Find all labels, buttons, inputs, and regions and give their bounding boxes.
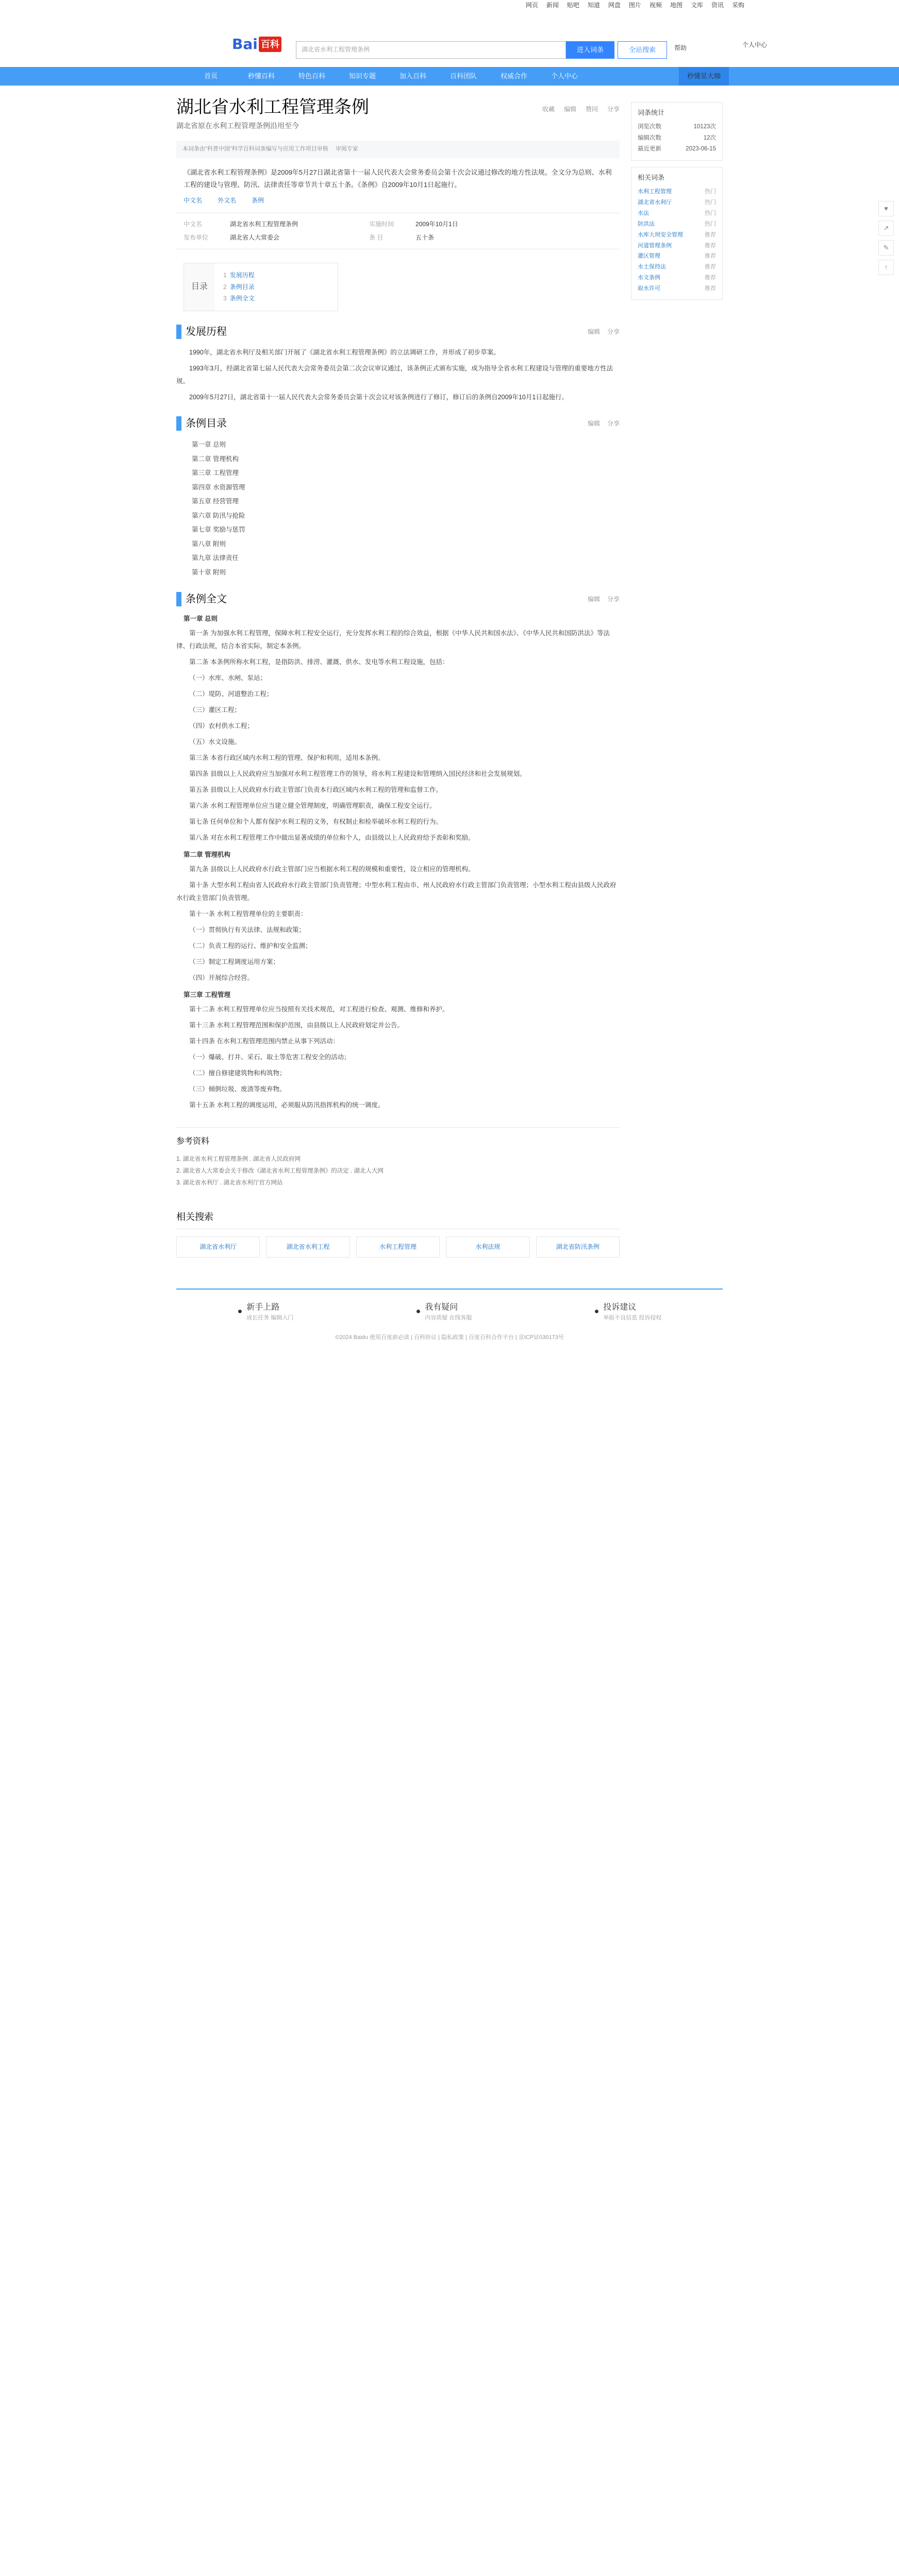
nav-item[interactable]: 权威合作	[500, 72, 527, 80]
top-link[interactable]: 贴吧	[567, 2, 579, 9]
article-paragraph: 第十三条 水利工程管理范围和保护范围，由县级以上人民政府划定并公告。	[189, 1022, 404, 1029]
side-list-item[interactable]	[638, 262, 716, 273]
page-subtitle: 湖北省原在水利工程管理条例沿用至今	[176, 121, 299, 130]
side-list-item[interactable]	[638, 241, 716, 251]
section-title: 条例全文	[186, 594, 227, 605]
side-item-tag: 推荐	[705, 231, 716, 238]
reference-item[interactable]: 2. 湖北省人大常委会关于修改《湖北省水利工程管理条例》的决定 . 湖北人大网	[176, 1167, 384, 1174]
info-key: 发布单位	[184, 233, 209, 241]
related-title: 相关搜索	[176, 1210, 620, 1229]
side-item-tag: 热门	[705, 199, 716, 206]
side-item-tag: 推荐	[705, 253, 716, 260]
chapter-item: 第六章 防汛与抢险	[192, 512, 245, 519]
share-button[interactable]: 分享	[607, 106, 620, 113]
chapter-item: 第七章 奖励与惩罚	[192, 526, 245, 534]
article-paragraph: 第一条 为加强水利工程管理，保障水利工程安全运行，充分发挥水利工程的综合效益，根据《中华人民共和国水法》、《中华人民共和国防洪法》等法律、行政法规，结合本省实际，制定本条例。	[176, 630, 610, 650]
chapter-item: 第四章 水资源管理	[192, 483, 245, 491]
top-link[interactable]: 新闻	[546, 2, 559, 9]
footer-col-feedback[interactable]	[594, 1301, 662, 1323]
side-item-text: 水利工程管理	[638, 189, 672, 195]
article-paragraph: 第十五条 水利工程的调度运用，必须服从防汛指挥机构的统一调度。	[189, 1101, 385, 1109]
top-link[interactable]: 图片	[628, 2, 641, 9]
floating-toolbar	[878, 201, 894, 275]
section-share-button[interactable]: 分享	[607, 419, 620, 427]
section-title: 条例目录	[186, 418, 227, 430]
chapter-title: 第一章 总则	[184, 615, 218, 623]
side-item-tag: 推荐	[705, 242, 716, 249]
top-link[interactable]: 知道	[587, 2, 600, 9]
side-item-tag: 热门	[705, 210, 716, 216]
nav-item[interactable]: 个人中心	[551, 72, 578, 80]
side-item-text: 湖北省水利厅	[638, 199, 672, 206]
footer-title: 投诉建议	[603, 1302, 637, 1312]
chapter-list	[176, 438, 620, 580]
chapter-item: 第二章 管理机构	[192, 455, 239, 463]
catalog-num: 2	[223, 283, 227, 291]
main-content	[176, 97, 620, 1258]
related-entries-card	[631, 167, 723, 300]
info-key: 实施时间	[369, 221, 394, 228]
copyright: ©2024 Baidu 使用百度前必读 | 百科协议 | 隐私政策 | 百度百科合作平台 | 京ICP证030173号	[335, 1334, 564, 1341]
footer-sub: 举报不良信息 投诉侵权	[603, 1315, 662, 1321]
footer-sub: 内容质疑 在线客服	[425, 1315, 472, 1321]
footer-title: 我有疑问	[425, 1302, 458, 1312]
related-entries-title: 相关词条	[638, 174, 665, 182]
side-item-text: 取水许可	[638, 285, 660, 292]
nav-item[interactable]: 百科团队	[450, 72, 477, 80]
search-input[interactable]: 湖北省水利工程管理条例	[296, 41, 566, 59]
section-share-button[interactable]: 分享	[607, 328, 620, 335]
catalog-num: 3	[223, 295, 227, 302]
site-search-button[interactable]: 全站搜索	[618, 41, 667, 59]
chapter-item: 第一章 总则	[192, 441, 226, 449]
side-item-tag: 热门	[705, 189, 716, 195]
lemma-summary: 《湖北省水利工程管理条例》是2009年5月27日湖北省第十一届人民代表大会常务委员会第十次会议通过修改的地方性法规。全文分为总则、水利工程的建设与管理、防汛、法律责任等章节共十章五十条。《条例》自2009年10月1日起施行。	[184, 168, 612, 189]
references	[176, 1127, 620, 1189]
side-list-item[interactable]	[638, 219, 716, 230]
stat-key: 浏览次数	[638, 123, 661, 130]
article-paragraph: 第十一条 水利工程管理单位的主要职责：	[189, 910, 307, 918]
chapter-item: 第八章 附则	[192, 540, 226, 548]
section-heading-fulltext	[176, 592, 620, 606]
article-paragraph: （一）贯彻执行有关法律、法规和政策；	[189, 926, 306, 934]
section-edit-button[interactable]: 编辑	[587, 595, 600, 603]
side-item-text: 水土保持法	[638, 264, 666, 270]
side-list-item[interactable]	[638, 197, 716, 208]
side-list-item[interactable]	[638, 187, 716, 197]
stat-value: 2023-06-15	[686, 146, 716, 152]
top-link[interactable]: 地图	[670, 2, 682, 9]
article-paragraph: 第四条 县级以上人民政府应当加强对水利工程管理工作的领导，将水利工程建设和管理纳入国民经济和社会发展规划。	[189, 770, 526, 778]
nav-mask-link[interactable]: 秒懂星大咖	[679, 67, 729, 86]
reference-item[interactable]: 1. 湖北省水利工程管理条例 . 湖北省人民政府网	[176, 1156, 301, 1162]
reference-item[interactable]: 3. 湖北省水利厅 . 湖北省水利厅官方网站	[176, 1179, 283, 1186]
footer-icon: ●	[594, 1307, 600, 1316]
info-key: 中文名	[184, 221, 203, 228]
related-item[interactable]: 湖北省防汛条例	[536, 1236, 620, 1258]
catalog-label: 目录	[184, 263, 215, 311]
stats-card	[631, 102, 723, 161]
top-icon[interactable]: ↑	[878, 260, 894, 275]
side-list-item[interactable]	[638, 208, 716, 219]
article-paragraph: （四）开展综合经营。	[189, 974, 254, 982]
catalog-num: 1	[223, 271, 227, 279]
sidebar	[631, 97, 723, 1258]
section-heading-chapters	[176, 416, 620, 431]
history-paragraph: 1990年，湖北省水利厅及相关部门开展了《湖北省水利工程管理条例》的立法调研工作，并形成了初步草案。	[189, 349, 500, 357]
footer-title: 新手上路	[246, 1302, 280, 1312]
history-paragraph: 1993年3月，经湖北省第七届人民代表大会常务委员会第二次会议审议通过，该条例正式颁布实施，成为指导全省水利工程建设与管理的重要地方性法规。	[176, 365, 613, 385]
catalog-text: 条例目录	[229, 283, 255, 291]
side-item-text: 水法	[638, 210, 649, 216]
side-list-item[interactable]	[638, 273, 716, 283]
related-item[interactable]: 湖北省水利工程	[266, 1236, 349, 1258]
info-value: 湖北省人大常委会	[230, 233, 280, 241]
chapter-item: 第九章 法律责任	[192, 554, 239, 562]
side-item-tag: 推荐	[705, 285, 716, 292]
comment-icon[interactable]: ✎	[878, 240, 894, 256]
chapter-item: 第三章 工程管理	[192, 469, 239, 477]
audit-text: 本词条由"科普中国"科学百科词条编写与应用工作项目审核	[182, 146, 328, 152]
chapter-title: 第二章 管理机构	[184, 851, 230, 859]
catalog-item[interactable]	[223, 269, 255, 281]
stats-title: 词条统计	[638, 109, 665, 116]
like-icon[interactable]: ♥	[878, 201, 894, 216]
catalog	[184, 263, 338, 311]
section-heading-history	[176, 325, 620, 339]
side-item-text: 防洪法	[638, 221, 655, 227]
related-item[interactable]: 水利法规	[446, 1236, 529, 1258]
history-paragraph: 2009年5月27日，湖北省第十一届人民代表大会常务委员会第十次会议对该条例进行了修订，修订后的条例自2009年10月1日起施行。	[189, 394, 568, 401]
basic-info	[176, 213, 620, 249]
side-list-item[interactable]	[638, 230, 716, 241]
favorite-button[interactable]: 收藏	[542, 106, 555, 113]
top-link[interactable]: 采购	[731, 2, 744, 9]
related-item[interactable]: 湖北省水利厅	[176, 1236, 260, 1258]
top-link[interactable]: 视频	[649, 2, 662, 9]
info-value: 五十条	[415, 233, 435, 241]
chapter-item: 第五章 经营管理	[192, 498, 239, 505]
side-item-text: 水库大坝安全管理	[638, 231, 683, 238]
nav-item[interactable]: 特色百科	[298, 72, 325, 80]
stat-value: 12次	[703, 134, 716, 141]
stat-key: 最近更新	[638, 146, 661, 152]
section-title: 发展历程	[186, 326, 227, 338]
side-list-item[interactable]	[638, 283, 716, 294]
article-paragraph: （三）制定工程调度运用方案；	[189, 958, 280, 966]
article-paragraph: 第五条 县级以上人民政府水行政主管部门负责本行政区域内水利工程的管理和监督工作。	[189, 786, 442, 794]
catalog-text: 发展历程	[229, 271, 255, 279]
footer-col-question[interactable]	[416, 1301, 472, 1323]
logo-bai: Bai	[232, 35, 258, 53]
article-paragraph: 第三条 本省行政区域内水利工程的管理、保护和利用，适用本条例。	[189, 754, 385, 762]
nav-item[interactable]: 知识专题	[348, 72, 376, 80]
article-paragraph: （三）灌区工程；	[189, 706, 241, 714]
nav-item[interactable]: 加入百科	[399, 72, 426, 80]
side-item-tag: 热门	[705, 221, 716, 227]
summary-actions	[176, 196, 620, 213]
article-paragraph: 第十二条 水利工程管理单位应当按照有关技术规范，对工程进行检查、观测、维修和养护。	[189, 1006, 449, 1013]
side-item-text: 水文条例	[638, 275, 660, 281]
enter-entry-button[interactable]: 进入词条	[566, 41, 614, 59]
article-paragraph: 第八条 对在水利工程管理工作中做出显著成绩的单位和个人，由县级以上人民政府给予表彰和奖励。	[189, 834, 475, 842]
info-value: 2009年10月1日	[415, 221, 458, 228]
top-link[interactable]: 资讯	[711, 2, 724, 9]
article-paragraph: （二）负责工程的运行、维护和安全监测；	[189, 942, 312, 950]
catalog-item[interactable]	[223, 281, 255, 293]
side-item-text: 河道管理条例	[638, 242, 672, 249]
stat-value: 10123次	[693, 123, 716, 130]
article-paragraph: 第十四条 在水利工程管理范围内禁止从事下列活动：	[189, 1038, 339, 1045]
top-link[interactable]: 文库	[690, 2, 703, 9]
article-paragraph: （四）农村供水工程；	[189, 722, 254, 730]
nav-item[interactable]: 秒懂百科	[247, 72, 275, 80]
footer-sub: 成长任务 编辑入门	[246, 1315, 294, 1321]
references-title: 参考资料	[176, 1137, 210, 1146]
side-list-item[interactable]	[638, 251, 716, 262]
section-share-button[interactable]: 分享	[607, 595, 620, 603]
footer-icon: ●	[237, 1307, 243, 1316]
info-value: 湖北省水利工程管理条例	[230, 221, 298, 228]
article-paragraph: 第七条 任何单位和个人都有保护水利工程的义务，有权制止和检举破坏水利工程的行为。	[189, 818, 442, 826]
section-edit-button[interactable]: 编辑	[587, 328, 600, 335]
article-paragraph: （一）水库、水闸、泵站；	[189, 674, 267, 682]
footer-icon: ●	[415, 1307, 421, 1316]
summary-action[interactable]: 外文名	[218, 197, 237, 205]
summary-action[interactable]: 条例	[252, 197, 264, 205]
help-link[interactable]: 帮助	[674, 44, 687, 52]
article-paragraph: （五）水文设施。	[189, 738, 241, 746]
related-item[interactable]: 水利工程管理	[356, 1236, 440, 1258]
top-links	[0, 0, 899, 11]
chapter-item: 第十章 附则	[192, 568, 226, 576]
side-item-tag: 推荐	[705, 264, 716, 270]
footer-col-newbie[interactable]	[238, 1301, 294, 1323]
article-paragraph: 第十条 大型水利工程由省人民政府水行政主管部门负责管理；中型水利工程由市、州人民政府水行政主管部门负责管理；小型水利工程由县级人民政府水行政主管部门负责管理。	[176, 882, 617, 902]
article-paragraph: 第六条 水利工程管理单位应当建立健全管理制度，明确管理职责，确保工程安全运行。	[189, 802, 436, 810]
article-paragraph: 第九条 县级以上人民政府水行政主管部门应当根据水利工程的规模和重要性，设立相应的管理机构。	[189, 866, 475, 873]
catalog-text: 条例全文	[229, 295, 255, 302]
audit-bar	[176, 141, 620, 158]
article-paragraph: 第二条 本条例所称水利工程，是指防洪、排涝、灌溉、供水、发电等水利工程设施，包括：	[189, 658, 449, 666]
summary-action[interactable]: 中文名	[184, 197, 203, 205]
page-title: 湖北省水利工程管理条例	[176, 97, 369, 117]
baike-logo[interactable]	[232, 34, 289, 55]
main-nav	[0, 67, 899, 86]
article-paragraph: （二）擅自修建建筑物和构筑物；	[189, 1070, 286, 1077]
chapter-title: 第三章 工程管理	[184, 991, 230, 999]
related-search	[176, 1210, 620, 1258]
article-paragraph: （二）堤防、河道整治工程；	[189, 690, 273, 698]
header	[0, 11, 899, 67]
article-paragraph: （一）爆破、打井、采石、取土等危害工程安全的活动；	[189, 1054, 351, 1061]
article-paragraph: （三）倾倒垃圾、废渣等废弃物。	[189, 1086, 286, 1093]
top-link[interactable]: 网盘	[608, 2, 621, 9]
side-item-tag: 推荐	[705, 275, 716, 281]
share-icon[interactable]: ↗	[878, 221, 894, 236]
nav-item[interactable]: 首页	[204, 72, 218, 80]
header-links	[674, 43, 687, 53]
logo-ke: 百科	[259, 37, 281, 53]
audit-expert-link[interactable]: 审阅专家	[335, 146, 358, 152]
side-item-text: 灌区管理	[638, 253, 660, 260]
info-key: 条 目	[369, 233, 384, 241]
edit-button[interactable]: 编辑	[563, 106, 576, 113]
top-link[interactable]: 网页	[525, 2, 538, 9]
user-center-link[interactable]: 个人中心	[742, 41, 768, 48]
section-edit-button[interactable]: 编辑	[587, 419, 600, 427]
like-button[interactable]: 赞同	[585, 106, 598, 113]
catalog-item[interactable]	[223, 293, 255, 304]
stat-key: 编辑次数	[638, 134, 661, 141]
footer	[176, 1289, 723, 1353]
